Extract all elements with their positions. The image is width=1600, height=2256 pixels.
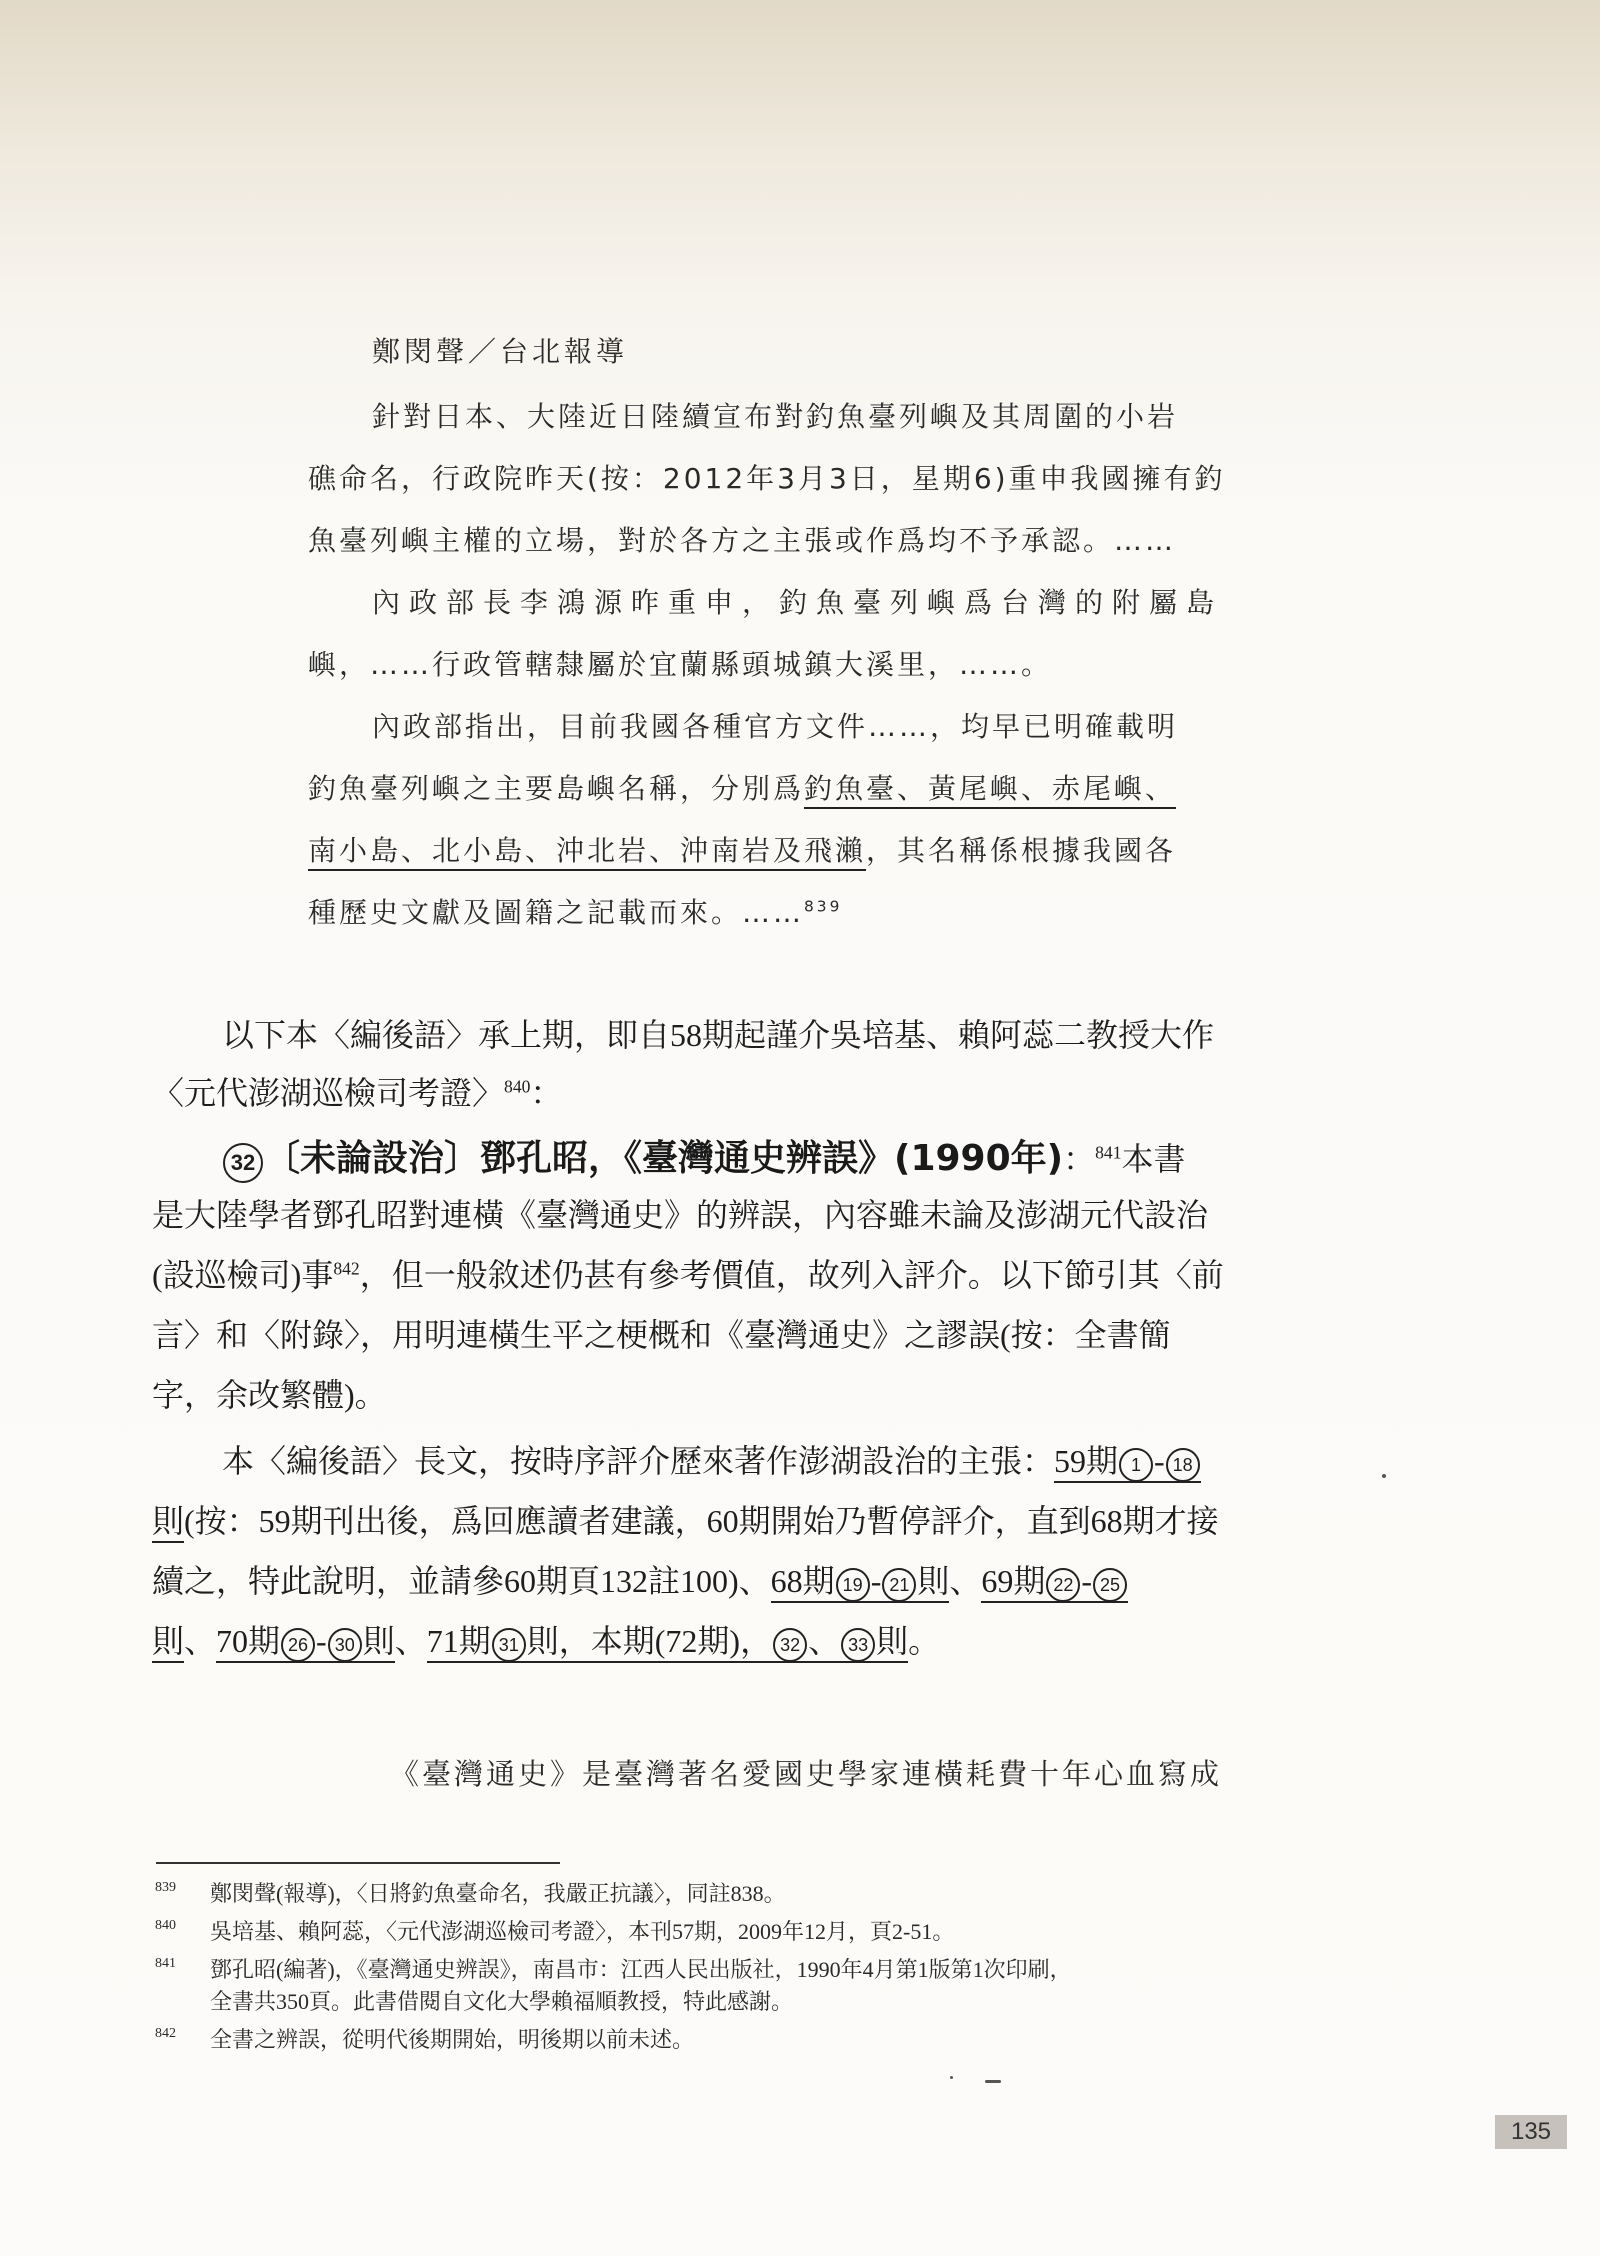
underlined-island-names: 南小島、北小島、沖北岩、沖南岩及飛瀨 <box>308 834 866 871</box>
paragraph-line: 以下本〈編後語〉承上期，即自58期起謹介吳培基、賴阿蕊二教授大作 <box>222 1017 1215 1053</box>
footnote: 841 鄧孔昭(編著)，《臺灣通史辨誤》，南昌市：江西人民出版社，1990年4月第1版第1次印刷， 全書共350頁。此書借閱自文化大學賴福順教授，特此感謝。 <box>155 1954 1355 2018</box>
footnote-number: 841 <box>155 1956 176 1971</box>
footnotes <box>155 1878 1355 2062</box>
paragraph-line: 續之，特此說明，並請參60期頁132註100)、68期 19 - 21 則、69期 22 - 25 <box>152 1556 1128 1602</box>
closing-line: 《臺灣通史》是臺灣著名愛國史學家連橫耗費十年心血寫成 <box>390 1757 1223 1791</box>
quote-segment: ，其名稱係根據我國各 <box>866 834 1177 867</box>
page-number: 135 <box>1495 2115 1567 2149</box>
underlined-range: 70期 26 - 30 則 <box>216 1623 395 1663</box>
footnote-ref: 841 <box>1095 1142 1122 1163</box>
paragraph-line: 言〉和〈附錄〉，用明連橫生平之梗概和《臺灣通史》之謬誤(按：全書簡 <box>152 1317 1171 1353</box>
underlined-range: 71期 31 則 <box>427 1623 559 1663</box>
paragraph-line: (設巡檢司)事$^{842}$，但一般敘述仍甚有參考價值，故列入評介。以下節引其〈前 <box>152 1257 1224 1293</box>
quote-line <box>308 767 1176 807</box>
quote-segment: 種歷史文獻及圖籍之記載而來。…… <box>308 896 805 929</box>
quote-line <box>308 891 842 931</box>
quoted-news-block <box>308 395 1343 955</box>
quote-line: 嶼，……行政管轄隸屬於宜蘭縣頭城鎮大溪里，……。 <box>308 648 1053 681</box>
scan-speck <box>985 2080 1001 2083</box>
body-text <box>152 1010 1342 1690</box>
footnote-ref: 842 <box>333 1258 360 1279</box>
footnote-ref: 840 <box>504 1076 531 1097</box>
footnote-rule <box>156 1862 560 1864</box>
footnote: 839 鄭閔聲(報導)，〈日將釣魚臺命名，我嚴正抗議〉，同註838。 <box>155 1878 1355 1910</box>
paragraph-line: 是大陸學者鄧孔昭對連橫《臺灣通史》的辨誤，內容雖未論及澎湖元代設治 <box>152 1197 1209 1233</box>
scan-speck <box>950 2076 953 2079</box>
footnote: 840 吳培基、賴阿蕊，〈元代澎湖巡檢司考證〉，本刊57期，2009年12月，頁2-51。 <box>155 1916 1355 1948</box>
underlined-island-names: 釣魚臺、黃尾嶼、赤尾嶼、 <box>804 772 1176 809</box>
paragraph-line: 則、70期 26 - 30 則、71期 31 則，本期(72期)， 32 、 33 則。 <box>152 1616 940 1662</box>
underlined-range: 68期 19 - 21 則 <box>771 1563 950 1603</box>
quote-line: 針對日本、大陸近日陸續宣布對釣魚臺列嶼及其周圍的小岩 <box>372 400 1179 433</box>
entry-heading: 〔未論設治〕鄧孔昭，《臺灣通史辨誤》(1990年) <box>264 1138 1064 1179</box>
quote-line: 內政部長李鴻源昨重申，釣魚臺列嶼爲台灣的附屬島 <box>372 586 1224 619</box>
underlined-range: 69期 22 - 25 <box>981 1563 1128 1603</box>
quote-line: 礁命名，行政院昨天(按：2012年3月3日，星期6)重申我國擁有釣 <box>308 462 1226 495</box>
paragraph-line: 〈元代澎湖巡檢司考證〉$^{840}$： <box>152 1075 563 1111</box>
paragraph-line: 字，余改繁體)。 <box>152 1377 387 1413</box>
quote-line <box>308 829 1176 869</box>
underlined-range: ，本期(72期)， 32 、 33 則 <box>559 1623 908 1663</box>
scan-speck <box>1382 1474 1386 1478</box>
paragraph-line: 本〈編後語〉長文，按時序評介歷來著作澎湖設治的主張：59期 1 - 18 <box>222 1436 1201 1482</box>
footnote-number: 842 <box>155 2026 176 2041</box>
quote-author: 鄭閔聲／台北報導 <box>372 335 629 368</box>
quote-line: 魚臺列嶼主權的立場，對於各方之主張或作爲均不予承認。…… <box>308 524 1177 557</box>
underlined-range: 59期 1 - 18 <box>1054 1443 1201 1483</box>
paragraph-line: 則(按：59期刊出後，爲回應讀者建議，60期開始乃暫停評介，直到68期才接 <box>152 1496 1219 1542</box>
footnote: 842 全書之辨誤，從明代後期開始，明後期以前未述。 <box>155 2024 1355 2056</box>
quote-segment: 釣魚臺列嶼之主要島嶼名稱，分別爲 <box>308 772 805 805</box>
entry-heading-line: 32 〔未論設治〕鄧孔昭，《臺灣通史辨誤》(1990年)：$^{841}$本書 <box>222 1130 1186 1183</box>
footnote-number: 839 <box>155 1880 176 1895</box>
quote-line: 內政部指出，目前我國各種官方文件……，均早已明確載明 <box>372 710 1179 743</box>
footnote-ref: 839 <box>804 897 843 916</box>
entry-number-badge: 32 <box>223 1143 263 1183</box>
footnote-number: 840 <box>155 1918 176 1933</box>
